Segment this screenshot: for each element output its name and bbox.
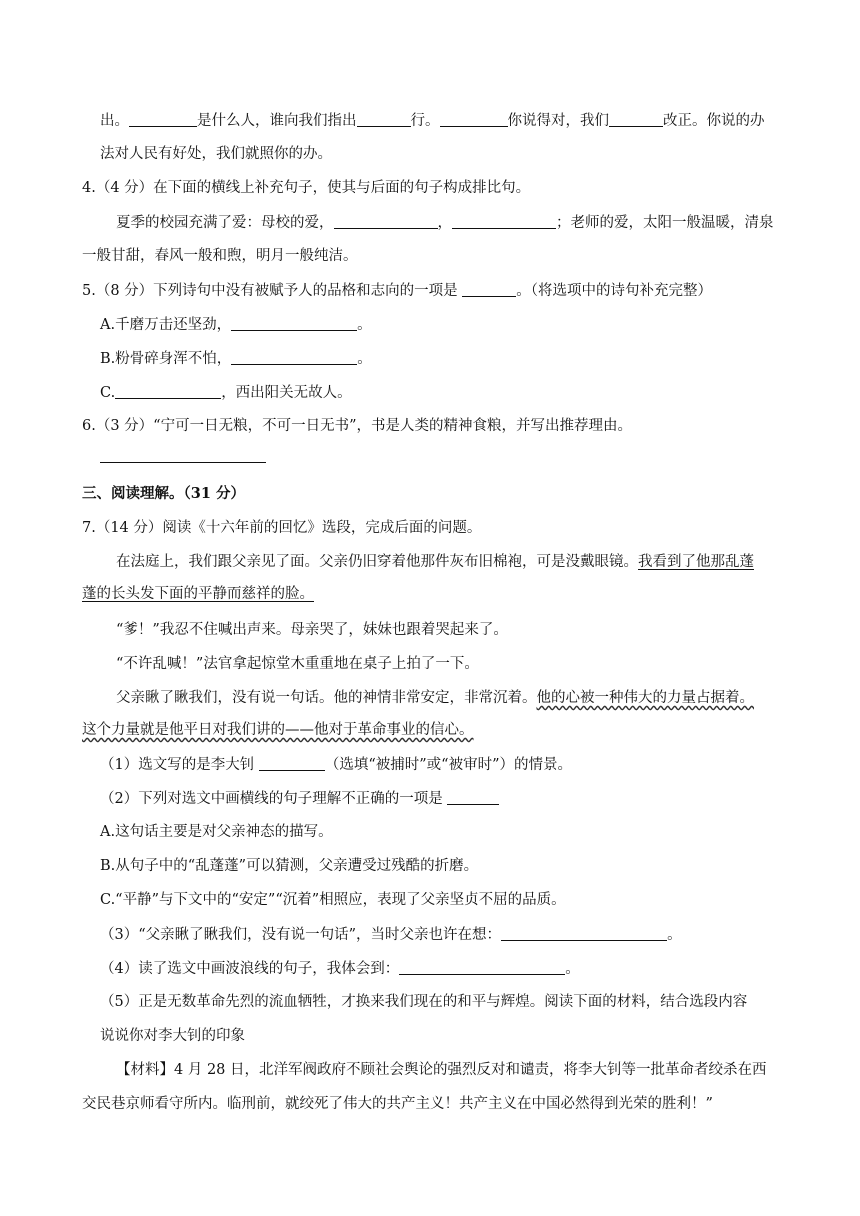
passage-paragraph-2: “爹！”我忍不住喊出声来。母亲哭了，妹妹也跟着哭起来了。 xyxy=(116,622,508,638)
answer-blank[interactable] xyxy=(440,110,508,127)
straight-underlined-sentence: 蓬的长头发下面的平静而慈祥的脸。 xyxy=(82,586,314,602)
answer-blank[interactable] xyxy=(399,958,565,975)
q3-text: 是什么人，谁向我们指出 xyxy=(197,113,357,129)
passage-paragraph-4-cont xyxy=(82,720,474,740)
material-line-1: 【材料】4 月 28 日，北洋军阀政府不顾社会舆论的强烈反对和谴责，将李大钊等一批革命者绞杀在西 xyxy=(116,1062,767,1078)
q5-text: 。 xyxy=(357,351,372,367)
q4-text: 夏季的校园充满了爱：母校的爱， xyxy=(116,215,334,231)
sub-question-2-option-b: B.从句子中的“乱蓬蓬”可以猜测，父亲遭受过残酷的折磨。 xyxy=(100,858,479,874)
answer-blank[interactable] xyxy=(357,110,411,127)
q3-text: 改正。你说的办 xyxy=(663,113,765,129)
q3-text: 出。 xyxy=(100,113,129,129)
sub-question-1 xyxy=(100,754,572,775)
answer-blank[interactable] xyxy=(231,314,357,331)
q3-text: 行。 xyxy=(410,113,440,129)
answer-blank[interactable] xyxy=(259,754,325,771)
q3-text: 你说得对，我们 xyxy=(507,113,609,129)
passage-paragraph-4 xyxy=(116,688,754,708)
answer-blank[interactable] xyxy=(462,280,516,297)
sub-question-text: （4）读了选文中画波浪线的句子，我体会到： xyxy=(100,961,400,977)
passage-paragraph-1-cont xyxy=(82,584,314,604)
sub-question-2-option-a: A.这句话主要是对父亲神态的描写。 xyxy=(100,824,333,840)
q5-text: ，西出阳关无故人。 xyxy=(221,385,352,401)
q5-option-a xyxy=(100,314,372,335)
sub-question-5-cont: 说说你对李大钊的印象 xyxy=(100,1028,245,1044)
q6-answer-line xyxy=(100,446,266,467)
q5-option-c xyxy=(100,382,352,403)
material-line-2: 交民巷京师看守所内。临刑前，就绞死了伟大的共产主义！共产主义在中国必然得到光荣的胜利！” xyxy=(82,1096,713,1112)
question-4-stem: 4.（4 分）在下面的横线上补充句子，使其与后面的句子构成排比句。 xyxy=(82,180,531,196)
q5-text: 。 xyxy=(357,317,372,333)
question-7-stem: 7.（14 分）阅读《十六年前的回忆》选段，完成后面的问题。 xyxy=(82,520,482,536)
passage-paragraph-1 xyxy=(116,552,754,572)
passage-text: 在法庭上，我们跟父亲见了面。父亲仍旧穿着他那件灰布旧棉袍，可是没戴眼镜。 xyxy=(116,554,638,570)
q5-text: A.千磨万击还坚劲， xyxy=(100,317,232,333)
section-heading: 三、阅读理解。（31 分） xyxy=(82,485,245,502)
q4-line-1 xyxy=(116,212,774,233)
q5-text: C. xyxy=(100,385,116,401)
wavy-underlined-sentence: 他的心被一种伟大的力量占据着。 xyxy=(536,690,754,706)
answer-blank[interactable] xyxy=(115,382,221,399)
answer-blank[interactable] xyxy=(501,924,667,941)
q5-text: 。（将选项中的诗句补充完整） xyxy=(516,283,713,299)
passage-paragraph-3: “不许乱喊！”法官拿起惊堂木重重地在桌子上拍了一下。 xyxy=(116,656,479,672)
answer-blank[interactable] xyxy=(231,348,357,365)
q4-text: ；老师的爱，太阳一般温暖，清泉 xyxy=(556,215,774,231)
q3-line-1 xyxy=(100,110,765,131)
answer-blank[interactable] xyxy=(334,212,438,229)
sub-question-text: （3）“父亲瞅了瞅我们，没有说一句话”，当时父亲也许在想： xyxy=(100,927,502,943)
q4-text: ， xyxy=(437,215,452,231)
answer-blank[interactable] xyxy=(609,110,663,127)
q3-line-2: 法对人民有好处，我们就照你的办。 xyxy=(100,146,332,162)
sub-question-4 xyxy=(100,958,580,979)
sub-question-text: （1）选文写的是李大钊 xyxy=(100,757,259,773)
sub-question-text: 。 xyxy=(565,961,580,977)
sub-question-5: （5）正是无数革命先烈的流血牺牲，才换来我们现在的和平与辉煌。阅读下面的材料，结合选段内容 xyxy=(100,994,748,1010)
wavy-underlined-sentence: 这个力量就是他平日对我们讲的——他对于革命事业的信心。 xyxy=(82,722,474,738)
sub-question-text: （2）下列对选文中画横线的句子理解不正确的一项是 xyxy=(100,791,448,807)
answer-blank[interactable] xyxy=(452,212,556,229)
sub-question-text: （选填“被捕时”或“被审时”）的情景。 xyxy=(324,757,572,773)
q5-text: 5.（8 分）下列诗句中没有被赋予人的品格和志向的一项是 xyxy=(82,283,463,299)
sub-question-3 xyxy=(100,924,682,945)
question-5-stem xyxy=(82,280,712,301)
sub-question-text: 。 xyxy=(667,927,682,943)
straight-underlined-sentence: 我看到了他那乱蓬 xyxy=(638,554,754,570)
q5-text: B.粉骨碎身浑不怕， xyxy=(100,351,232,367)
q5-option-b xyxy=(100,348,372,369)
q4-line-2: 一般甘甜，春风一般和煦，明月一般纯洁。 xyxy=(82,248,358,264)
answer-blank[interactable] xyxy=(129,110,197,127)
question-6-stem: 6.（3 分）“宁可一日无粮，不可一日无书”，书是人类的精神食粮，并写出推荐理由。 xyxy=(82,418,632,434)
answer-blank[interactable] xyxy=(447,788,499,805)
sub-question-2-option-c: C.“平静”与下文中的“安定”“沉着”相照应，表现了父亲坚贞不屈的品质。 xyxy=(100,892,566,908)
passage-text: 父亲瞅了瞅我们，没有说一句话。他的神情非常安定，非常沉着。 xyxy=(116,690,537,706)
sub-question-2 xyxy=(100,788,499,809)
answer-blank[interactable] xyxy=(100,446,266,463)
